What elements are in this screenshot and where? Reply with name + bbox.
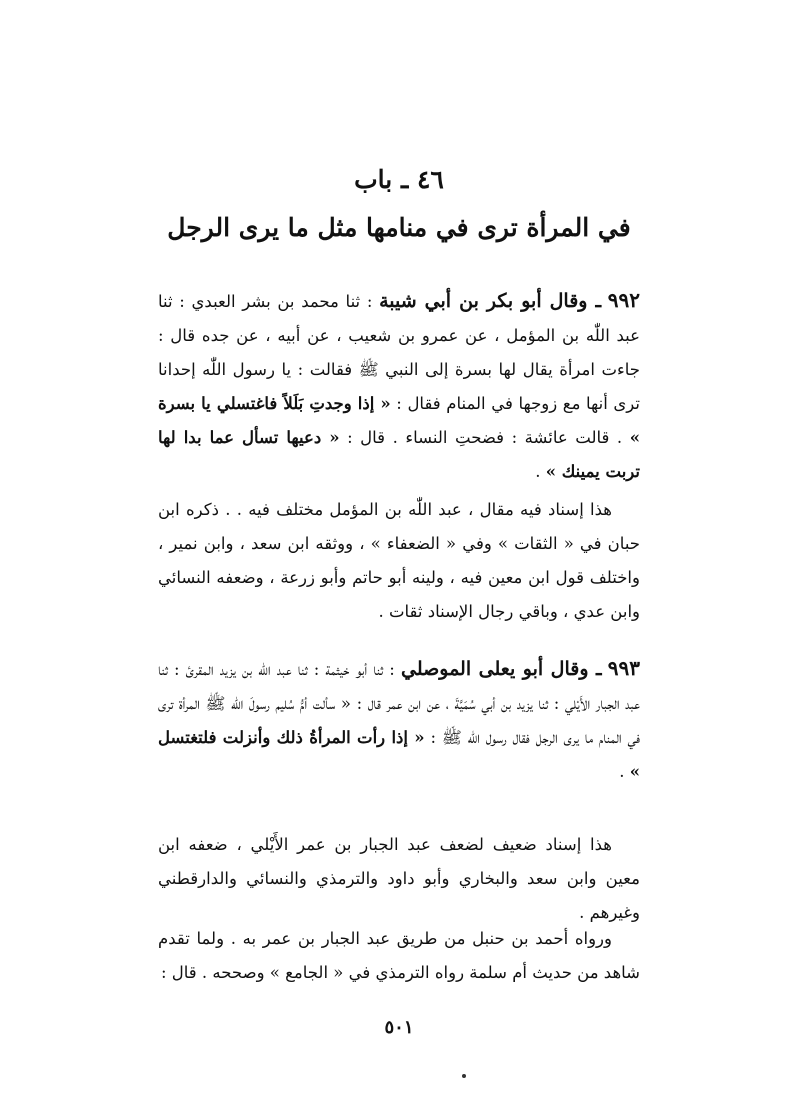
hadith-quote: « إذا وجدتِ بَلَلاً فاغتسلي يا بسرة » bbox=[158, 394, 641, 447]
hadith-chain: : ثنا محمد بن بشر العبدي : ثنا عبد اللّٰه بن المؤمل ، عن عمرو بن شعيب ، عن أبيه ، عن جده قال : جاءت امرأة يقال لها بسرة إلى النبي ﷺ فقالت : يا رسول اللّٰه إحدانا ترى أنها مع زوجها في المنام فقال : bbox=[158, 292, 640, 413]
hadith-chain: : ثنا أبو خيثمة : ثنا عبد اللّٰه بن يزيد المقرئ : ثنا عبد الجبار الأَيْلي : ثنا يزيد بن أبي سُمَيَّةَ ، عن ابن عمر قال : « سألت أمُّ سُليم رسولَ اللّٰه ﷺ المرأة ترى في المنام ما يرى الرجل فقال رسول اللّٰه ﷺ : bbox=[158, 660, 641, 747]
page-number: ٥٠١ bbox=[384, 1017, 414, 1038]
commentary-text: هذا إسناد فيه مقال ، عبد اللّٰه بن المؤمل مختلف فيه . . ذكره ابن حبان في « الثقات » وفي « الضعفاء » ، ووثقه ابن سعد ، وابن نمير ، واختلف قول ابن معين فيه ، ولينه أبو حاتم وأبو زرعة ، وضعفه النسائي وابن عدي ، وباقي رجال الإسناد ثقات . bbox=[158, 500, 640, 621]
hadith-text: . bbox=[619, 762, 630, 781]
commentary-1 bbox=[158, 493, 640, 629]
commentary-text: هذا إسناد ضعيف لضعف عبد الجبار بن عمر الأَيْلي ، ضعفه ابن معين وابن سعد والبخاري وأبو داود والترمذي والنسائي والدارقطني وغيرهم . bbox=[158, 835, 640, 922]
hadith-number: ٩٩٢ bbox=[607, 288, 640, 312]
hadith-narrator: ـ وقال أبو يعلى الموصلي bbox=[401, 658, 602, 680]
hadith-narrator: ـ وقال أبو بكر بن أبي شيبة bbox=[379, 290, 602, 312]
commentary-text: ورواه أحمد بن حنبل من طريق عبد الجبار بن عمر به . ولما تقدم شاهد من حديث أم سلمة رواه الترمذي في « الجامع » وصححه . قال : bbox=[158, 929, 640, 982]
commentary-2 bbox=[158, 828, 640, 930]
chapter-title: في المرأة ترى في منامها مثل ما يرى الرجل bbox=[167, 213, 631, 242]
commentary-3 bbox=[158, 922, 640, 990]
hadith-number: ٩٩٣ bbox=[607, 656, 641, 680]
hadith-992 bbox=[158, 283, 640, 489]
hadith-993 bbox=[158, 651, 640, 789]
page-dot bbox=[462, 1074, 466, 1078]
hadith-text: . قالت عائشة : فضحتِ النساء . قال : bbox=[339, 428, 630, 447]
hadith-quote: « إذا رأت المرأةُ ذلك وأنزلت فلتغتسل » bbox=[158, 728, 640, 781]
chapter-number: ٤٦ ـ باب bbox=[354, 165, 444, 194]
hadith-quote: « دعيها تسأل عما بدا لها تربت يمينك » bbox=[158, 428, 640, 481]
hadith-text: . bbox=[535, 462, 546, 481]
